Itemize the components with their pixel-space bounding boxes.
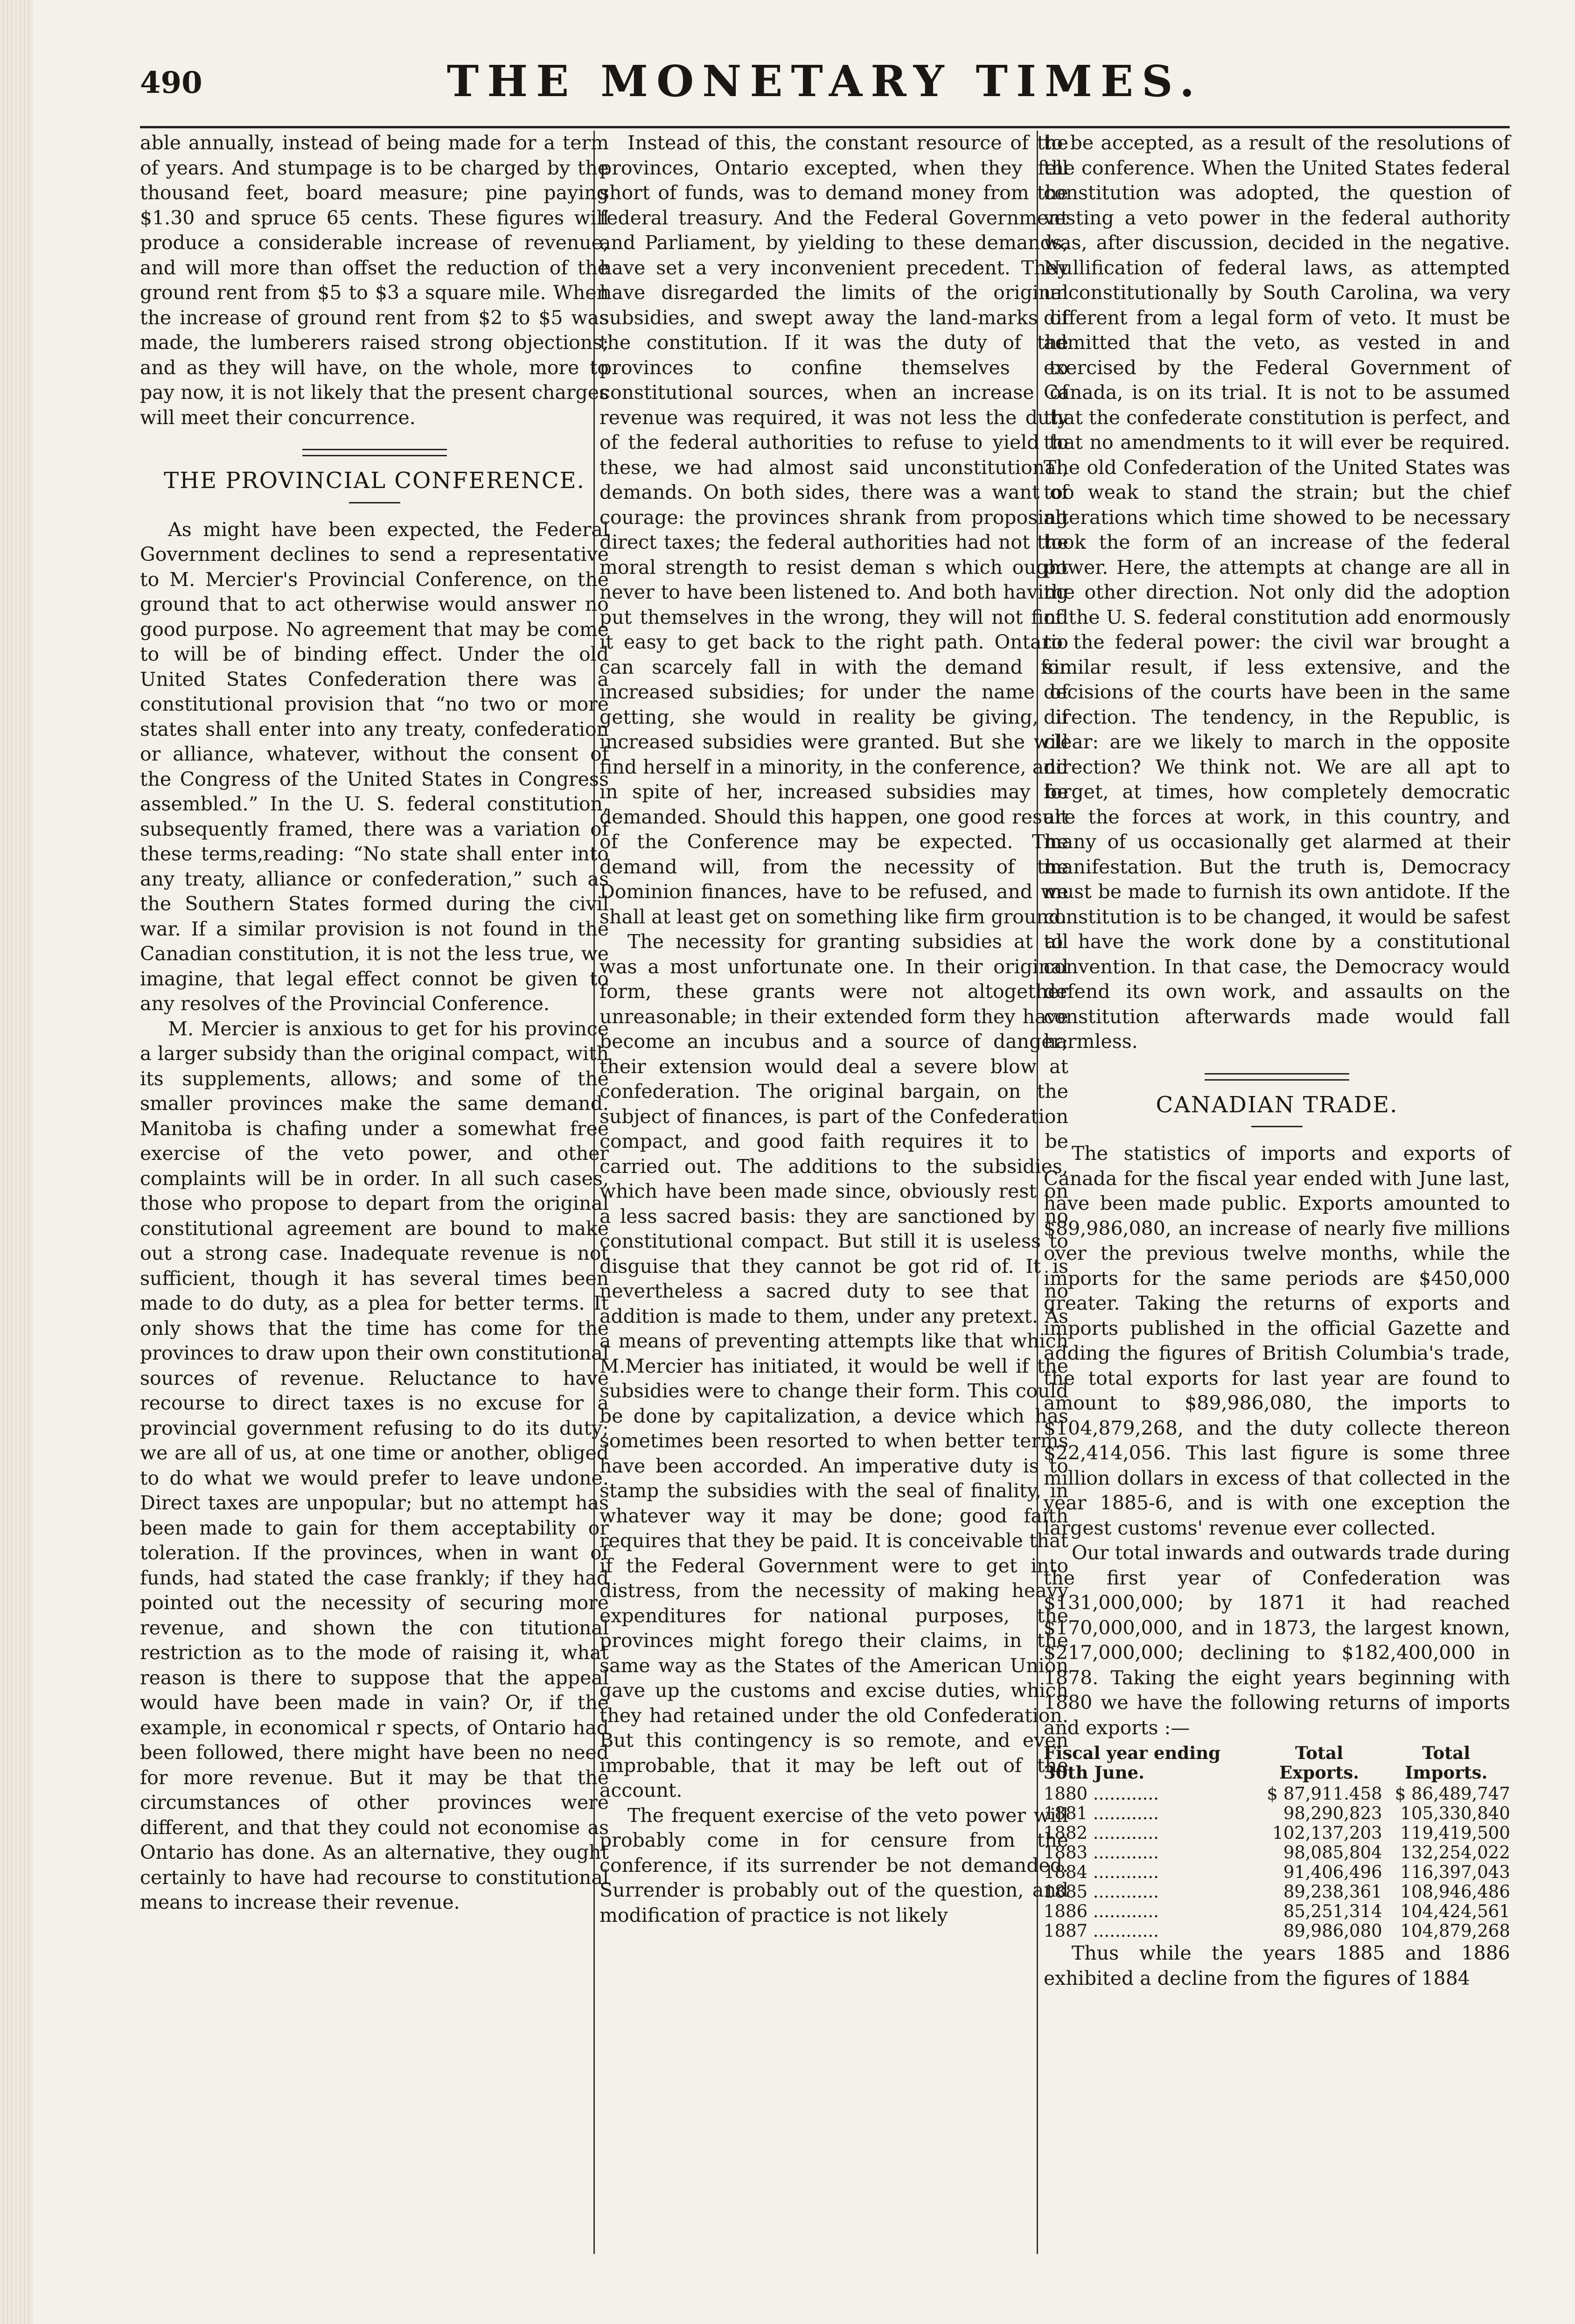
exports-cell: 89,238,361 [1283, 1882, 1382, 1902]
exports-cell: 102,137,203 [1272, 1823, 1382, 1843]
table-row [1044, 1804, 1510, 1823]
imports-cell: 105,330,840 [1400, 1803, 1510, 1823]
column-right [1044, 131, 1510, 2268]
table-row [1044, 1902, 1510, 1921]
section-title: THE PROVINCIAL CONFERENCE. [164, 468, 585, 494]
year-cell: 1887 ............ [1044, 1921, 1159, 1941]
exports-cell: 85,251,314 [1283, 1901, 1382, 1921]
exports-cell: 98,085,804 [1283, 1842, 1382, 1863]
paragraph: The frequent exercise of the veto power will probably come in for censure from the conference, if its surrender be not demanded. Surrender is probably out of the question, and modification of practice is not likely [599, 1804, 1068, 1926]
column-left [140, 131, 609, 2268]
trade-table [1044, 1743, 1510, 1941]
table-row [1044, 1843, 1510, 1863]
paragraph: Our total inwards and outwards trade during the first year of Confederation was $131,000,000; by 1871 it had reached $170,000,000, and in 1873, the largest known, $217,000,000; declining to $182,400,000 in 1878. Taking the eight years beginning with 1880 we have the following returns of imports and exports :— [1044, 1542, 1510, 1739]
imports-cell: $ 86,489,747 [1394, 1784, 1510, 1804]
section-title: CANADIAN TRADE. [1156, 1091, 1398, 1118]
year-cell: 1882 ............ [1044, 1823, 1159, 1843]
table-row [1044, 1921, 1510, 1941]
paragraph: Thus while the years 1885 and 1886 exhibited a decline from the figures of 1884 [1044, 1942, 1510, 1989]
paragraph: The necessity for granting subsidies at all was a most unfortunate one. In their original form, these grants were not altogether unreasonable; in their extended form they have become an incubus and a source of danger; their extension would deal a severe blow at confederation. The original bargain, on the subject of finances, is part of the Confederation compact, and good faith requires it to be carried out. The additions to the subsidies, which have been made since, obviously rest on a less sacred basis: they are sanctioned by no constitutional compact. But still it is useless to disguise that they cannot be got rid of. It is nevertheless a sacred duty to see that no addition is made to them, under any pretext. As a means of preventing attempts like that which M.Mercier has initiated, it would be well if the subsidies were to change their form. This could be done by capitalization, a device which has sometimes been resorted to when better terms have been accorded. An imperative duty is to stamp the subsidies with the seal of finality, in whatever way it may be done; good faith requires that they be paid. It is conceivable that if the Federal Government were to get into distress, from the necessity of making heavy expenditures for national purposes, the provinces might forego their claims, in the same way as the States of the American Union gave up the customs and excise duties, which they had retained under the old Confederation. But this contingency is so remote, and even improbable, that it may be left out of the account. [599, 930, 1068, 1801]
exports-cell: 98,290,823 [1283, 1803, 1382, 1823]
imports-cell: 104,879,268 [1400, 1921, 1510, 1941]
paragraph: Instead of this, the constant resource of the provinces, Ontario excepted, when they fell short of funds, was to demand money from the federal treasury. And the Federal Government and Parliament, by yielding to these demands, have set a very inconvenient precedent. They have disregarded the limits of the original subsidies, and swept away the land-marks of the constitution. If it was the duty of the provinces to confine themselves to constitutional sources, when an increase of revenue was required, it was not less the duty of the federal authorities to refuse to yield to these, we had almost said unconstitutional, demands. On both sides, there was a want of courage: the provinces shrank from proposing direct taxes; the federal authorities had not the moral strength to resist deman s which ought never to have been listened to. And both having put themselves in the wrong, they will not find it easy to get back to the right path. Ontario can scarcely fall in with the demand for increased subsidies; for under the name of getting, she would in reality be giving, if increased subsidies were granted. But she will find herself in a minority, in the conference, and in spite of her, increased subsidies may be demanded. Should this happen, one good result of the Conference may be expected. The demand will, from the necessity of the Dominion finances, have to be refused, and we shall at least get on something like firm ground. [599, 132, 1068, 928]
table-header-row [1044, 1743, 1510, 1784]
year-cell: 1885 ............ [1044, 1882, 1159, 1902]
binding-edge [0, 0, 33, 2324]
table-row [1044, 1784, 1510, 1804]
section-separator [302, 449, 447, 456]
year-cell: 1880 ............ [1044, 1784, 1159, 1804]
year-cell: 1883 ............ [1044, 1842, 1159, 1863]
year-cell: 1884 ............ [1044, 1862, 1159, 1882]
paragraph: The statistics of imports and exports of Canada for the fiscal year ended with June last, have been made public. Exports amounted to $89,986,080, an increase of nearly five millions over the previous twelve months, while the imports for the same periods are $450,000 greater. Taking the returns of exports and imports published in the official Gazette and adding the figures of British Columbia's trade, the total exports for last year are found to amount to $89,986,080, the imports to $104,879,268, and the duty collecte thereon $22,414,056. This last figure is some three million dollars in excess of that collected in the year 1885-6, and is with one exception the largest customs' revenue ever collected. [1044, 1142, 1510, 1539]
year-cell: 1881 ............ [1044, 1803, 1159, 1823]
exports-cell: $ 87,911.458 [1267, 1784, 1382, 1804]
section-separator [1205, 1073, 1349, 1081]
title-rule [349, 502, 400, 503]
title-rule [1251, 1126, 1303, 1127]
exports-cell: 89,986,080 [1283, 1921, 1382, 1941]
paragraph: As might have been expected, the Federal Government declines to send a representative to M. Mercier's Provincial Conference, on the ground that to act otherwise would answer no good purpose. No agreement that may be come to will be of binding effect. Under the old United States Confederation there was a constitutional provision that “no two or more states shall enter into any treaty, confederation or alliance, whatever, without the consent of the Congress of the United States in Congress assembled.” In the U. S. federal constitution, subsequently framed, there was a variation of these terms,reading: “No state shall enter into any treaty, alliance or confederation,” such as the Southern States formed during the civil war. If a similar provision is not found in the Canadian constitution, it is not the less true, we imagine, that legal effect connot be given to any resolves of the Provincial Conference. [140, 518, 609, 1015]
table-row [1044, 1863, 1510, 1882]
imports-cell: 132,254,022 [1400, 1842, 1510, 1863]
page-number: 490 [140, 65, 202, 100]
paragraph: to be accepted, as a result of the resolutions of the conference. When the United States federal constitution was adopted, the question of vesting a veto power in the federal authority was, after discussion, decided in the negative. Nullification of federal laws, as attempted unconstitutionally by South Carolina, wa very different from a legal form of veto. It must be admitted that the veto, as vested in and exercised by the Federal Government of Canada, is on its trial. It is not to be assumed that the confederate constitution is perfect, and that no amendments to it will ever be required. The old Confederation of the United States was too weak to stand the strain; but the chief alterations which time showed to be necessary took the form of an increase of the federal power. Here, the attempts at change are all in the other direction. Not only did the adoption of the U. S. federal constitution add enormously to the federal power: the civil war brought a similar result, if less extensive, and the decisions of the courts have been in the same direction. The tendency, in the Republic, is clear: are we likely to march in the opposite direction? We think not. We are all apt to forget, at times, how completely democratic are the forces at work, in this country, and many of us occasionally get alarmed at their manifestation. But the truth is, Democracy must be made to furnish its own antidote. If the constitution is to be changed, it would be safest to have the work done by a constitutional convention. In that case, the Democracy would defend its own work, and assaults on the constitution afterwards made would fall harmless. [1044, 132, 1510, 1053]
exports-cell: 91,406,496 [1283, 1862, 1382, 1882]
table-row [1044, 1823, 1510, 1843]
table-row [1044, 1882, 1510, 1902]
column-header: Fiscal year ending 30th June. [1044, 1743, 1221, 1783]
paragraph: M. Mercier is anxious to get for his province a larger subsidy than the original compact, with its supplements, allows; and some of the smaller provinces make the same demand. Manitoba is chafing under a somewhat free exercise of the veto power, and other complaints will be in order. In all such cases, those who propose to depart from the original constitutional agreement are bound to make out a strong case. Inadequate revenue is not sufficient, though it has several times been made to do duty, as a plea for better terms. It only shows that the time has come for the provinces to draw upon their own constitutional sources of revenue. Reluctance to have recourse to direct taxes is no excuse for a provincial government refusing to do its duty; we are all of us, at one time or another, obliged to do what we would prefer to leave undone. Direct taxes are unpopular; but no attempt has been made to gain for them acceptability or toleration. If the provinces, when in want of funds, had stated the case frankly; if they had pointed out the necessity of securing more revenue, and shown the con titutional restriction as to the mode of raising it, what reason is there to suppose that the appeal would have been made in vain? Or, if the example, in economical r spects, of Ontario had been followed, there might have been no need for more revenue. But it may be that the circumstances of other provinces were different, and that they could not economise as Ontario has done. As an alternative, they ought certainly to have had recourse to constitutional means to increase their revenue. [140, 1017, 609, 1913]
column-middle [599, 131, 1068, 2268]
imports-cell: 104,424,561 [1400, 1901, 1510, 1921]
imports-cell: 119,419,500 [1400, 1823, 1510, 1843]
imports-cell: 108,946,486 [1400, 1882, 1510, 1902]
page-header [140, 56, 1510, 128]
masthead: THE MONETARY TIMES. [446, 56, 1203, 106]
paragraph: able annually, instead of being made for a term of years. And stumpage is to be charged by the thousand feet, board measure; pine paying $1.30 and spruce 65 cents. These figures will produce a considerable increase of revenue, and will more than offset the reduction of the ground rent from $5 to $3 a square mile. When the increase of ground rent from $2 to $5 was made, the lumberers raised strong objections; and as they will have, on the whole, more to pay now, it is not likely that the present charges will meet their concurrence. [140, 132, 609, 429]
year-cell: 1886 ............ [1044, 1901, 1159, 1921]
column-header: Total Imports. [1405, 1743, 1488, 1783]
imports-cell: 116,397,043 [1400, 1862, 1510, 1882]
column-header: Total Exports. [1279, 1743, 1359, 1783]
